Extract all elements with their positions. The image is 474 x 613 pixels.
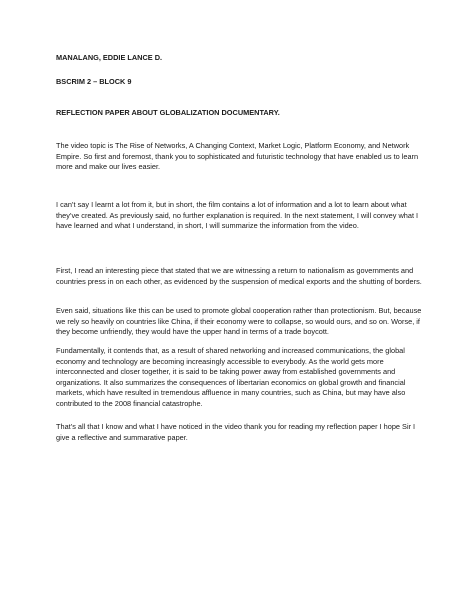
- paragraph-conclusion: That’s all that I know and what I have noticed in the video thank you for reading my reflection paper I hope Sir I give a reflective and summarative paper.: [56, 422, 416, 442]
- paragraph-cooperation: Even said, situations like this can be used to promote global cooperation rather than protectionism. But, because we rely so heavily on countries like China, if their economy were to collapse, so would ours, and so on. Worse, if they become unfriendly, they would have the upper hand in terms of a trade boycott.: [56, 306, 422, 337]
- paragraph-fundamentals: Fundamentally, it contends that, as a result of shared networking and increased communications, the global economy and technology are becoming increasingly accessible to everybody. As the world gets more interconnected and closer together, it is said to be taking power away from established governments and organizations. It also summarizes the consequences of libertarian economics on global growth and financial markets, which have resulted in tremendous affluence in many countries, such as China, but may have also contributed to the 2008 financial catastrophe.: [56, 346, 406, 408]
- course-section: BSCRIM 2 – BLOCK 9: [56, 77, 132, 86]
- paragraph-overview: I can’t say I learnt a lot from it, but in short, the film contains a lot of information and a lot to learn about what they’ve created. As previously said, no further explanation is required. In the next statement, I will convey what I have learned and what I understand, in short, I will summarize the information from the video.: [56, 200, 419, 231]
- document-title: REFLECTION PAPER ABOUT GLOBALIZATION DOCUMENTARY.: [56, 108, 280, 117]
- paragraph-intro: The video topic is The Rise of Networks, A Changing Context, Market Logic, Platform Economy, and Network Empire. So first and foremost, thank you to sophisticated and futuristic technology that have enabled us to learn more and make our lives easier.: [56, 141, 419, 172]
- paragraph-nationalism: First, I read an interesting piece that stated that we are witnessing a return to nationalism as governments and countries press in on each other, as evidenced by the suspension of medical exports and the shutting of borders.: [56, 266, 422, 286]
- author-name: MANALANG, EDDIE LANCE D.: [56, 53, 163, 62]
